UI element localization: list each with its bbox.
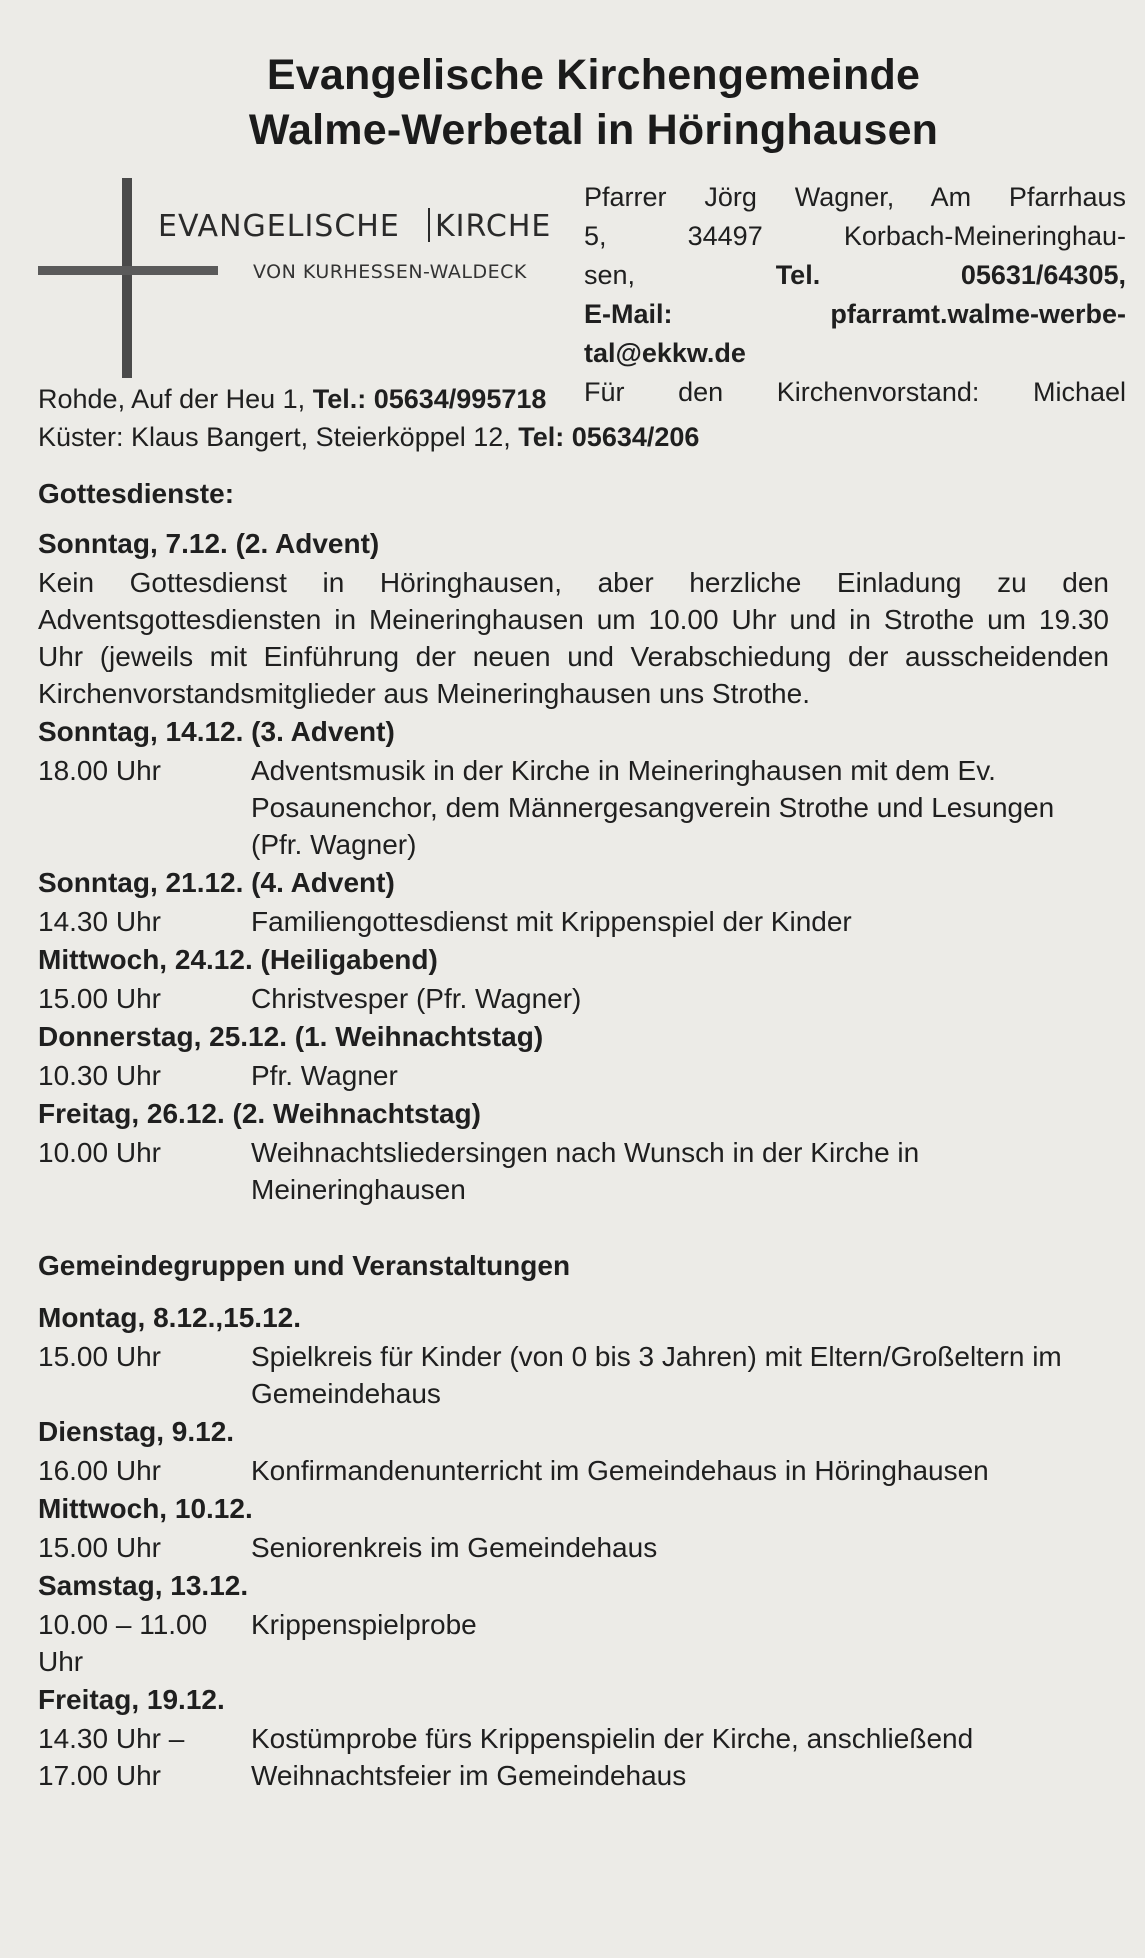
entry-description: Familiengottesdienst mit Krippenspiel der Kinder	[251, 906, 852, 937]
rohde-address: Rohde, Auf der Heu 1,	[38, 384, 306, 414]
entry-description: Krippenspielprobe	[251, 1609, 477, 1640]
entry-time: 15.00 Uhr	[38, 1532, 161, 1563]
schedule-entry	[38, 903, 1109, 940]
cross-icon	[38, 178, 218, 378]
entry-time: 10.00 – 11.00 Uhr	[38, 1609, 208, 1677]
entry-time: 10.00 Uhr	[38, 1137, 161, 1168]
day-heading: Freitag, 26.12. (2. Weihnachtstag)	[38, 1098, 481, 1129]
title-line-2: Walme-Werbetal in Höringhausen	[248, 106, 939, 154]
schedule-entry	[38, 1134, 1109, 1208]
contact-phone: Tel. 05631/64305,	[775, 260, 1126, 290]
gottesdienste-list	[38, 524, 1109, 1208]
day-heading: Mittwoch, 10.12.	[38, 1493, 253, 1524]
day-heading: Sonntag, 14.12. (3. Advent)	[38, 716, 395, 747]
logo-word-kirche: KIRCHE	[435, 209, 552, 244]
schedule-entry	[38, 980, 1109, 1017]
contact-email-line-2: tal@ekkw.de	[584, 338, 746, 368]
contact-phone-prefix: sen,	[584, 260, 636, 290]
church-logo	[38, 178, 578, 378]
section-spacer	[38, 1208, 1109, 1232]
schedule-entry	[38, 1720, 1109, 1794]
contact-pastor: Pfarrer Jörg Wagner, Am Pfarrhaus	[584, 182, 1126, 212]
contact-kirchenvorstand: Für den Kirchenvorstand: Michael	[584, 377, 1126, 407]
day-heading: Mittwoch, 24.12. (Heiligabend)	[38, 944, 438, 975]
entry-description: Kostümprobe fürs Krippenspielin der Kirche, anschließend Weihnachtsfeier im Gemeindehaus	[251, 1723, 974, 1791]
schedule-entry	[38, 1606, 1109, 1680]
schedule-entry	[38, 1057, 1109, 1094]
schedule-entry	[38, 1338, 1109, 1412]
entry-time: 14.30 Uhr	[38, 906, 161, 937]
schedule-entry	[38, 752, 1109, 863]
title-line-1: Evangelische Kirchengemeinde	[266, 51, 921, 99]
entry-description: Pfr. Wagner	[251, 1060, 398, 1091]
entry-description: Weihnachtsliedersingen nach Wunsch in der Kirche in Meineringhausen	[251, 1137, 920, 1205]
contact-block	[584, 178, 1126, 412]
entry-time: 15.00 Uhr	[38, 1341, 161, 1372]
schedule-entry	[38, 1529, 1109, 1566]
contact-phone-line	[584, 256, 1126, 295]
schedule-entry	[38, 1452, 1109, 1489]
entry-time: 15.00 Uhr	[38, 983, 161, 1014]
page-title	[78, 48, 1109, 158]
logo-divider	[428, 208, 430, 242]
entry-description: Adventsmusik in der Kirche in Meineringhausen mit dem Ev. Posaunenchor, dem Männergesangverein Strothe und Lesungen (Pfr. Wagner)	[251, 755, 1055, 860]
day-heading: Donnerstag, 25.12. (1. Weihnachtstag)	[38, 1021, 544, 1052]
entry-time: 18.00 Uhr	[38, 755, 161, 786]
entry-description: Konfirmandenunterricht im Gemeindehaus in Höringhausen	[251, 1455, 989, 1486]
logo-word-evangelische: EVANGELISCHE	[158, 209, 400, 244]
contact-email-line-1: E-Mail: pfarramt.walme-werbe-	[584, 299, 1126, 329]
entry-description: Spielkreis für Kinder (von 0 bis 3 Jahren) mit Eltern/Großeltern im Gemeindehaus	[251, 1341, 1062, 1409]
kuester-phone: Tel: 05634/206	[518, 422, 700, 452]
entry-description: Christvesper (Pfr. Wagner)	[251, 983, 582, 1014]
kuester-address: Küster: Klaus Bangert, Steierköppel 12,	[38, 422, 511, 452]
day-text: Kein Gottesdienst in Höringhausen, aber herzliche Einladung zu den Adventsgottesdiensten in Meineringhausen um 10.00 Uhr und in Strothe um 19.30 Uhr (jeweils mit Einführung der neuen und Verabschiedung der ausscheidenden Kirchenvorstandsmitglieder aus Meineringhausen uns Strothe.	[38, 567, 1109, 709]
contact-address: 5, 34497 Korbach-Meineringhau-	[584, 221, 1126, 251]
day-heading: Dienstag, 9.12.	[38, 1416, 235, 1447]
day-heading: Montag, 8.12.,15.12.	[38, 1302, 301, 1333]
gemeindegruppen-list	[38, 1298, 1109, 1794]
rohde-phone: Tel.: 05634/995718	[312, 384, 547, 414]
entry-time: 10.30 Uhr	[38, 1060, 161, 1091]
entry-time: 14.30 Uhr – 17.00 Uhr	[38, 1723, 185, 1791]
section-gemeindegruppen-heading: Gemeindegruppen und Veranstaltungen	[38, 1250, 571, 1281]
entry-description: Seniorenkreis im Gemeindehaus	[251, 1532, 658, 1563]
logo-subtitle: VON KURHESSEN-WALDECK	[253, 261, 527, 283]
day-heading: Sonntag, 21.12. (4. Advent)	[38, 867, 395, 898]
contact-kuester-line	[38, 418, 1109, 456]
section-gottesdienste-heading: Gottesdienste:	[38, 478, 235, 509]
entry-time: 16.00 Uhr	[38, 1455, 161, 1486]
day-heading: Freitag, 19.12.	[38, 1684, 225, 1715]
day-heading: Sonntag, 7.12. (2. Advent)	[38, 528, 380, 559]
day-heading: Samstag, 13.12.	[38, 1570, 249, 1601]
